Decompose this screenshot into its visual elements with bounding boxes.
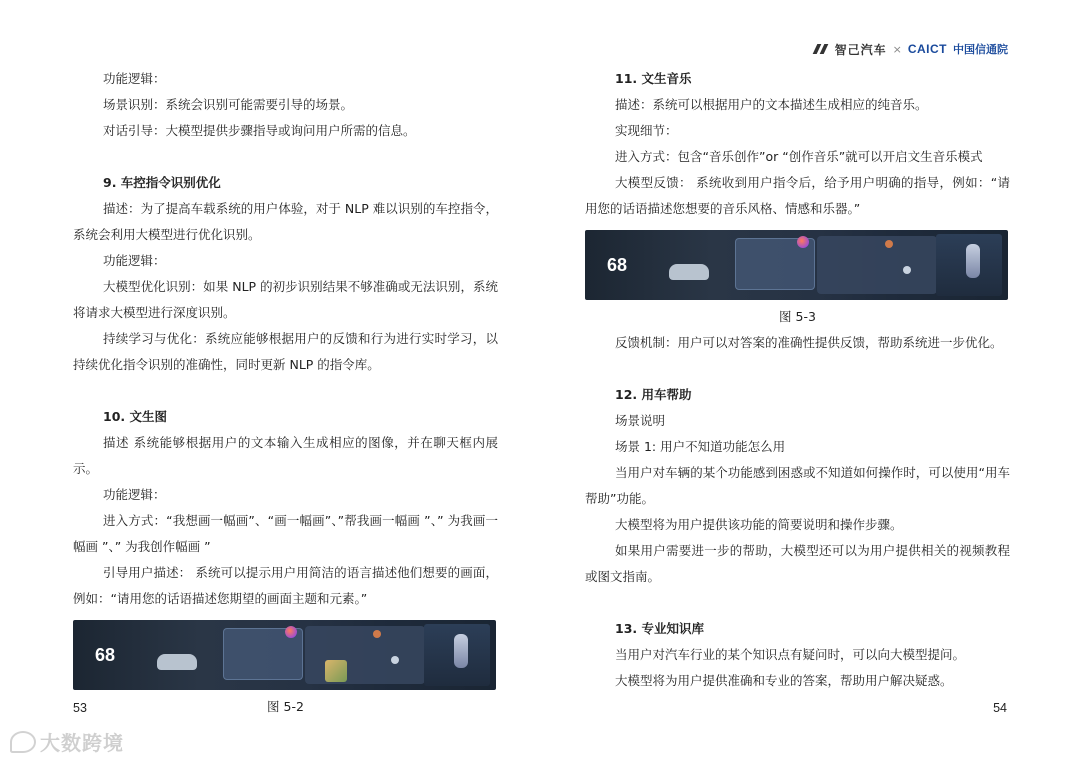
generated-image-thumbnail [325, 660, 347, 682]
header-logos [811, 40, 1008, 58]
paragraph: 场景说明 [615, 413, 666, 428]
section-heading-12: 12. 用车帮助 [615, 387, 692, 402]
media-button-icon [391, 656, 399, 664]
paragraph: 大模型将为用户提供准确和专业的答案，帮助用户解决疑惑。 [615, 673, 953, 688]
figure-5-3-screenshot [585, 230, 1008, 300]
paragraph: 描述：为了提高车载系统的用户体验，对于 NLP 难以识别的车控指令，系统会利用大模型进行优化识别。 [73, 201, 498, 242]
paragraph: 引导用户描述： 系统可以提示用户用简洁的语言描述他们想要的画面，例如：“请用您的话语描述您期望的画面主题和元素。” [73, 565, 498, 606]
speed-readout: 68 [607, 255, 628, 275]
chat-panel [817, 236, 937, 294]
watermark-logo-icon [10, 731, 36, 753]
paragraph: 场景识别：系统会识别可能需要引导的场景。 [103, 97, 354, 112]
paragraph: 进入方式：“我想画一幅画”、“画一幅画”、”帮我画一幅画 ”、” 为我画一幅画 ”、” 为我创作幅画 ” [73, 513, 498, 554]
car-icon [157, 654, 197, 670]
paragraph: 描述 系统能够根据用户的文本输入生成相应的图像，并在聊天框内展示。 [73, 435, 498, 476]
paragraph: 功能逻辑： [103, 253, 166, 268]
paragraph: 对话引导：大模型提供步骤指导或询问用户所需的信息。 [103, 123, 416, 138]
paragraph: 功能逻辑： [103, 487, 166, 502]
seat-icon [966, 244, 980, 278]
paragraph: 场景 1: 用户不知道功能怎么用 [615, 439, 786, 454]
caict-logo-en: CAICT [907, 42, 947, 56]
paragraph: 进入方式：包含“音乐创作”or “创作音乐”就可以开启文生音乐模式 [615, 149, 983, 164]
logo-separator: × [892, 42, 902, 56]
paragraph: 如果用户需要进一步的帮助，大模型还可以为用户提供相关的视频教程或图文指南。 [585, 543, 1010, 584]
right-column [585, 66, 1010, 694]
page-number-left: 53 [73, 701, 87, 715]
paragraph: 实现细节： [615, 123, 678, 138]
paragraph: 反馈机制：用户可以对答案的准确性提供反馈，帮助系统进一步优化。 [615, 335, 1003, 350]
figure-caption-5-2: 图 5-2 [267, 699, 304, 714]
page-number-right: 54 [993, 701, 1007, 715]
paragraph: 大模型将为用户提供该功能的简要说明和操作步骤。 [615, 517, 903, 532]
paragraph: 描述：系统可以根据用户的文本描述生成相应的纯音乐。 [615, 97, 928, 112]
assistant-orb-icon [285, 626, 297, 638]
figure-caption-5-3: 图 5-3 [779, 309, 816, 324]
chat-avatar-icon [885, 240, 893, 248]
paragraph: 持续学习与优化：系统应能够根据用户的反馈和行为进行实时学习，以持续优化指令识别的准确性，同时更新 NLP 的指令库。 [73, 331, 498, 372]
assistant-orb-icon [797, 236, 809, 248]
watermark-text: 大数跨境 [40, 731, 124, 755]
paragraph: 功能逻辑： [103, 71, 166, 86]
chat-avatar-icon [373, 630, 381, 638]
paragraph: 大模型优化识别：如果 NLP 的初步识别结果不够准确或无法识别，系统将请求大模型进行深度识别。 [73, 279, 498, 320]
watermark [10, 727, 124, 756]
section-heading-9: 9. 车控指令识别优化 [103, 175, 221, 190]
section-heading-10: 10. 文生图 [103, 409, 167, 424]
zhiji-mark-icon [811, 44, 831, 54]
seat-icon [454, 634, 468, 668]
figure-5-2-screenshot [73, 620, 496, 690]
media-button-icon [903, 266, 911, 274]
section-heading-11: 11. 文生音乐 [615, 71, 692, 86]
paragraph: 大模型反馈： 系统收到用户指令后，给予用户明确的指导，例如：“请用您的话语描述您想要的音乐风格、情感和乐器。” [585, 175, 1010, 216]
zhiji-logo [811, 41, 887, 58]
paragraph: 当用户对汽车行业的某个知识点有疑问时，可以向大模型提问。 [615, 647, 966, 662]
car-icon [669, 264, 709, 280]
zhiji-brand-text: 智己汽车 [834, 42, 887, 57]
caict-logo-cn: 中国信通院 [953, 43, 1008, 56]
paragraph: 当用户对车辆的某个功能感到困惑或不知道如何操作时，可以使用“用车帮助”功能。 [585, 465, 1010, 506]
chat-panel [305, 626, 425, 684]
left-column [73, 66, 498, 720]
section-heading-13: 13. 专业知识库 [615, 621, 704, 636]
speed-readout: 68 [95, 645, 116, 665]
